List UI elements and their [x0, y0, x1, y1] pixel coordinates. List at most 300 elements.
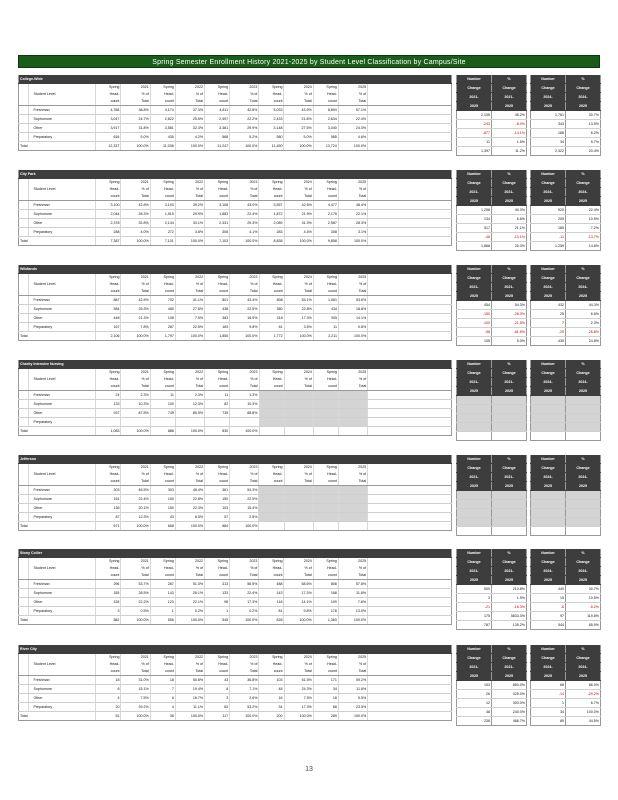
cell-value [313, 522, 338, 531]
cell-value: 100.0% [175, 522, 204, 531]
spring-label: Spring [313, 179, 338, 187]
cell-value: 63 [205, 703, 230, 712]
pct-header: % [566, 265, 601, 274]
table-row [19, 219, 452, 228]
cell-value: 2.6% [230, 694, 259, 703]
cell-value: 20.1% [121, 504, 150, 513]
cell-value: 13,724 [313, 142, 338, 151]
range-end: 2025 [531, 292, 566, 301]
change-value: 12 [457, 699, 492, 708]
change-header: Change [457, 654, 492, 663]
cell-value: 42.8% [230, 106, 259, 115]
pct-of-label: % of [230, 376, 259, 383]
change-value: 6.2% [566, 129, 601, 138]
change-value: 44.5% [566, 717, 601, 726]
change-row [457, 603, 527, 612]
total-label: Total [121, 383, 150, 391]
cell-value: 100.0% [175, 142, 204, 151]
cell-value: 3,108 [205, 201, 230, 210]
change-value [457, 527, 492, 536]
campus-section [18, 265, 600, 355]
cell-value: 303 [96, 486, 121, 495]
number-header: Number [457, 645, 492, 654]
count-label: count [259, 98, 284, 106]
cell-value: 3,100 [96, 201, 121, 210]
number-header: Number [531, 645, 566, 654]
cell-value [284, 513, 313, 522]
head-label: Head- [150, 661, 175, 668]
change-value: -14.1% [492, 129, 527, 138]
cell-value: 305 [313, 314, 338, 323]
change-header: Change [531, 274, 566, 283]
row-label: Freshman [29, 486, 96, 495]
cell-value: 143 [259, 589, 284, 598]
cell-value: 11.1% [175, 703, 204, 712]
spring-label: Spring [96, 464, 121, 472]
cell-value: 2,634 [313, 115, 338, 124]
spring-label: Spring [259, 558, 284, 566]
change-row [531, 681, 601, 690]
cell-value [259, 504, 284, 513]
count-label: count [150, 478, 175, 486]
row-label: Other [29, 409, 96, 418]
range-end: 2025 [492, 672, 527, 681]
change-row [531, 690, 601, 699]
cell-value: 2,587 [313, 219, 338, 228]
range-end: 2025 [457, 292, 492, 301]
change-value [566, 491, 601, 500]
change-header: Change [457, 369, 492, 378]
head-label: Head- [150, 376, 175, 383]
cell-value [338, 486, 367, 495]
year-label: 2025 [338, 369, 367, 377]
range-start: 2024- [566, 567, 601, 576]
change-header: Change [492, 654, 527, 663]
campus-header-row [19, 455, 452, 464]
change-header: Change [531, 179, 566, 188]
count-label: count [205, 478, 230, 486]
change-row [457, 708, 527, 717]
year-label: 2024 [284, 274, 313, 282]
cell-value [150, 418, 175, 427]
cell-value: 61 [259, 323, 284, 332]
year-label: 2025 [338, 654, 367, 662]
row-label: Other [29, 694, 96, 703]
cell-value: 57.8% [338, 580, 367, 589]
spring-label: Spring [96, 558, 121, 566]
change-row [457, 612, 527, 621]
enrollment-table [18, 75, 452, 151]
change-value: -14 [531, 690, 566, 699]
change-row [457, 319, 527, 328]
change-row [531, 337, 601, 346]
total-label: Total [338, 98, 367, 106]
count-label: count [313, 668, 338, 676]
cell-value: 12.3% [175, 400, 204, 409]
cell-value: 53.2% [230, 703, 259, 712]
cell-value: 4.2% [175, 133, 204, 142]
campus-name: Charity Intensive Nursing [19, 360, 452, 369]
table-row [19, 685, 452, 694]
cell-value: 8,838 [259, 237, 284, 246]
change-value: -26.3% [492, 310, 527, 319]
cell-value: 7,101 [150, 237, 175, 246]
cell-value: 100.0% [338, 616, 367, 625]
number-header: Number [457, 75, 492, 84]
cell-value: 48.4% [338, 201, 367, 210]
year-label: 2022 [175, 179, 204, 187]
range-end: 2025 [531, 102, 566, 111]
head-label: Head- [150, 471, 175, 478]
range-end: 2025 [531, 672, 566, 681]
pct-of-label: % of [121, 281, 150, 288]
spring-label: Spring [150, 179, 175, 187]
row-label: Preparatory [29, 323, 96, 332]
change-value [457, 423, 492, 432]
change-value [492, 509, 527, 518]
change-value [531, 432, 566, 441]
year-label: 2023 [230, 274, 259, 282]
cell-value: 100.0% [175, 712, 204, 721]
cell-value: 886 [150, 427, 175, 436]
total-label: Total [175, 572, 204, 580]
change-row [457, 594, 527, 603]
total-label: Total [230, 383, 259, 391]
change-header: Change [531, 654, 566, 663]
spring-label: Spring [259, 179, 284, 187]
count-label: count [313, 478, 338, 486]
head-label: Head- [313, 471, 338, 478]
cell-value: 4.0% [121, 228, 150, 237]
change-value: 26 [457, 690, 492, 699]
change-value: -21.5% [492, 319, 527, 328]
change-value [531, 527, 566, 536]
change-value: 544 [531, 621, 566, 630]
change-value: -25 [531, 328, 566, 337]
cell-value: 22.4% [121, 495, 150, 504]
cell-value: 11 [205, 391, 230, 400]
head-label: Head- [259, 91, 284, 98]
year-label: 2024 [284, 369, 313, 377]
change-row [457, 432, 527, 441]
head-label: Head- [150, 281, 175, 288]
change-value: 24.8% [566, 337, 601, 346]
campus-header-row [19, 645, 452, 654]
table-row [19, 124, 452, 133]
change-value: 300.0% [492, 699, 527, 708]
year-label: 2022 [175, 558, 204, 566]
cell-value: 2.3% [175, 391, 204, 400]
pct-header: % [566, 645, 601, 654]
change-row [531, 206, 601, 215]
change-row [457, 681, 527, 690]
count-label: count [96, 572, 121, 580]
change-value: 517 [457, 224, 492, 233]
change-value [531, 509, 566, 518]
range-start: 2021- [457, 567, 492, 576]
pct-of-label: % of [175, 376, 204, 383]
change-value: 48 [457, 708, 492, 717]
year-label: 2024 [284, 464, 313, 472]
row-label: Preparatory [29, 228, 96, 237]
cell-value: 45.4% [175, 486, 204, 495]
change-value [457, 432, 492, 441]
total-label: Total [284, 193, 313, 201]
spring-label: Spring [205, 179, 230, 187]
cell-value: 11,247 [205, 142, 230, 151]
cell-value: 100.0% [121, 332, 150, 341]
cell-value: 28.5% [121, 589, 150, 598]
campus-section [18, 360, 600, 450]
total-label: Total [230, 572, 259, 580]
cell-value: 296 [96, 580, 121, 589]
cell-value [259, 418, 284, 427]
cell-value: 100.0% [284, 712, 313, 721]
spring-label: Spring [313, 369, 338, 377]
change-value: 100.0% [566, 708, 601, 717]
cell-value [338, 409, 367, 418]
cell-value: 22.8% [175, 495, 204, 504]
row-label: Preparatory [29, 513, 96, 522]
cell-value [259, 409, 284, 418]
change-row [457, 527, 527, 536]
cell-value: 7,103 [205, 237, 230, 246]
spring-label: Spring [96, 84, 121, 92]
change-row [531, 585, 601, 594]
cell-value: 15.4% [230, 504, 259, 513]
cell-value: 2,178 [313, 210, 338, 219]
pct-of-label: % of [230, 661, 259, 668]
spring-label: Spring [259, 369, 284, 377]
change-row [457, 585, 527, 594]
range-start: 2024- [531, 378, 566, 387]
change-value [566, 509, 601, 518]
cell-value: 830 [205, 427, 230, 436]
head-label: Head- [96, 376, 121, 383]
total-label: Total [284, 572, 313, 580]
table-row [19, 391, 452, 400]
count-label: count [259, 288, 284, 296]
cell-value [313, 391, 338, 400]
row-label: Total [19, 522, 96, 531]
change-value [531, 518, 566, 527]
count-label: count [259, 193, 284, 201]
cell-value: 100.0% [284, 237, 313, 246]
cell-value: 7.5% [284, 694, 313, 703]
cell-value: 1,363 [313, 616, 338, 625]
cell-value: 4,811 [205, 106, 230, 115]
cell-value: 7.5% [121, 694, 150, 703]
cell-value: 50.8% [175, 676, 204, 685]
change-value: 105 [457, 337, 492, 346]
range-end: 2025 [492, 482, 527, 491]
range-start: 2024- [531, 93, 566, 102]
table-row [19, 504, 452, 513]
total-label: Total [121, 288, 150, 296]
cell-value [121, 418, 150, 427]
cell-value: 2,106 [96, 332, 121, 341]
cell-value: 4 [150, 703, 175, 712]
year-label: 2022 [175, 369, 204, 377]
cell-value [284, 400, 313, 409]
cell-value: 87 [96, 513, 121, 522]
change-value: 440 [531, 585, 566, 594]
change-value [492, 405, 527, 414]
enrollment-table [18, 645, 452, 721]
change-value: 21.1% [492, 224, 527, 233]
cell-value: 8 [96, 685, 121, 694]
cell-value: 128 [96, 598, 121, 607]
cell-value: 3,148 [259, 124, 284, 133]
change-header: Change [566, 84, 601, 93]
total-row [19, 142, 452, 151]
campus-section [18, 170, 600, 260]
cell-value: 42.5% [121, 296, 150, 305]
row-label: Total [19, 142, 96, 151]
count-label: count [150, 383, 175, 391]
cell-value: 3 [96, 607, 121, 616]
year-label: 2021 [121, 558, 150, 566]
change-value: 11.2% [492, 147, 527, 156]
total-label: Total [338, 668, 367, 676]
cell-value: 3.1% [338, 228, 367, 237]
total-label: Total [338, 383, 367, 391]
change-value: -11 [531, 233, 566, 242]
cell-value: 17.3% [230, 598, 259, 607]
change-value: 1.9% [492, 594, 527, 603]
table-row [19, 418, 452, 427]
cell-value: 54.1% [284, 296, 313, 305]
change-value: 54.3% [492, 301, 527, 310]
cell-value: 168 [313, 589, 338, 598]
cell-value: 17.3% [284, 589, 313, 598]
year-label: 2023 [230, 84, 259, 92]
change-row [531, 396, 601, 405]
cell-value [96, 418, 121, 427]
count-label: count [205, 668, 230, 676]
total-label: Total [121, 478, 150, 486]
cell-value: 15.1% [121, 685, 150, 694]
head-label: Head- [96, 91, 121, 98]
cell-value: 22.2% [230, 115, 259, 124]
change-value: 66.0% [566, 681, 601, 690]
pct-of-label: % of [284, 281, 313, 288]
year-label: 2022 [175, 464, 204, 472]
cell-value: 2,822 [150, 115, 175, 124]
cell-value: 31.3% [284, 219, 313, 228]
year-label: 2024 [284, 558, 313, 566]
cell-value: 808 [259, 296, 284, 305]
cell-value [284, 427, 313, 436]
change-value: -6 [531, 603, 566, 612]
report-title: Spring Semester Enrollment History 2021-2025 by Student Level Classification by Campus/Site [18, 55, 600, 68]
cell-value: 702 [150, 296, 175, 305]
change-row [457, 206, 527, 215]
change-value: 1,259 [531, 242, 566, 251]
total-label: Total [175, 98, 204, 106]
change-value: 6.7% [566, 699, 601, 708]
row-label: Preparatory [29, 703, 96, 712]
cell-value: 438 [205, 305, 230, 314]
change-header: Change [457, 558, 492, 567]
table-row [19, 106, 452, 115]
change-table-b [530, 360, 601, 441]
change-value [492, 527, 527, 536]
change-value: 10.5% [566, 594, 601, 603]
cell-value: 167 [96, 323, 121, 332]
cell-value: 2,144 [150, 219, 175, 228]
cell-value: 100.0% [121, 522, 150, 531]
count-label: count [205, 383, 230, 391]
cell-value: 1,915 [150, 210, 175, 219]
cell-value: 26.1% [175, 589, 204, 598]
cell-value: 58.6% [284, 580, 313, 589]
cell-value [313, 427, 338, 436]
total-row [19, 237, 452, 246]
change-value [457, 491, 492, 500]
cell-value [313, 400, 338, 409]
head-label: Head- [313, 91, 338, 98]
range-start: 2021- [457, 188, 492, 197]
cell-value: 21.8% [284, 115, 313, 124]
change-row [457, 518, 527, 527]
cell-value: 200 [259, 712, 284, 721]
cell-value: 313 [205, 580, 230, 589]
change-value: 10.5% [566, 215, 601, 224]
change-row [457, 111, 527, 120]
range-end: 2025 [566, 292, 601, 301]
table-row [19, 694, 452, 703]
cell-value [284, 391, 313, 400]
change-value: 40.3% [492, 206, 527, 215]
student-level-header: Student Level [29, 565, 96, 572]
count-label: count [150, 572, 175, 580]
cell-value: 287 [150, 323, 175, 332]
cell-value: 31.0% [121, 676, 150, 685]
campus-header-row [19, 75, 452, 84]
cell-value: 51.5% [284, 676, 313, 685]
pct-of-label: % of [230, 186, 259, 193]
cell-value: 13.0% [338, 607, 367, 616]
cell-value: 808 [313, 580, 338, 589]
range-start: 2021- [492, 473, 527, 482]
change-row [457, 621, 527, 630]
total-label: Total [175, 668, 204, 676]
cell-value: 33.1% [175, 219, 204, 228]
cell-value [338, 418, 367, 427]
range-start: 2021- [457, 663, 492, 672]
change-row [531, 423, 601, 432]
cell-value: 3 [205, 694, 230, 703]
cell-value: 289 [313, 712, 338, 721]
change-value: -5.2% [566, 603, 601, 612]
range-end: 2025 [566, 387, 601, 396]
cell-value: 2,089 [259, 219, 284, 228]
cell-value: 22.4% [338, 115, 367, 124]
change-value: 45.2% [492, 111, 527, 120]
range-start: 2024- [531, 473, 566, 482]
year-label: 2021 [121, 654, 150, 662]
range-end: 2025 [492, 387, 527, 396]
cell-value: 24.3% [284, 685, 313, 694]
cell-value: 36 [150, 712, 175, 721]
cell-value: 5.2% [230, 133, 259, 142]
range-start: 2024- [566, 93, 601, 102]
student-level-header: Student Level [29, 471, 96, 478]
change-row [457, 129, 527, 138]
range-start: 2021- [492, 188, 527, 197]
cell-value: 0.8% [338, 323, 367, 332]
